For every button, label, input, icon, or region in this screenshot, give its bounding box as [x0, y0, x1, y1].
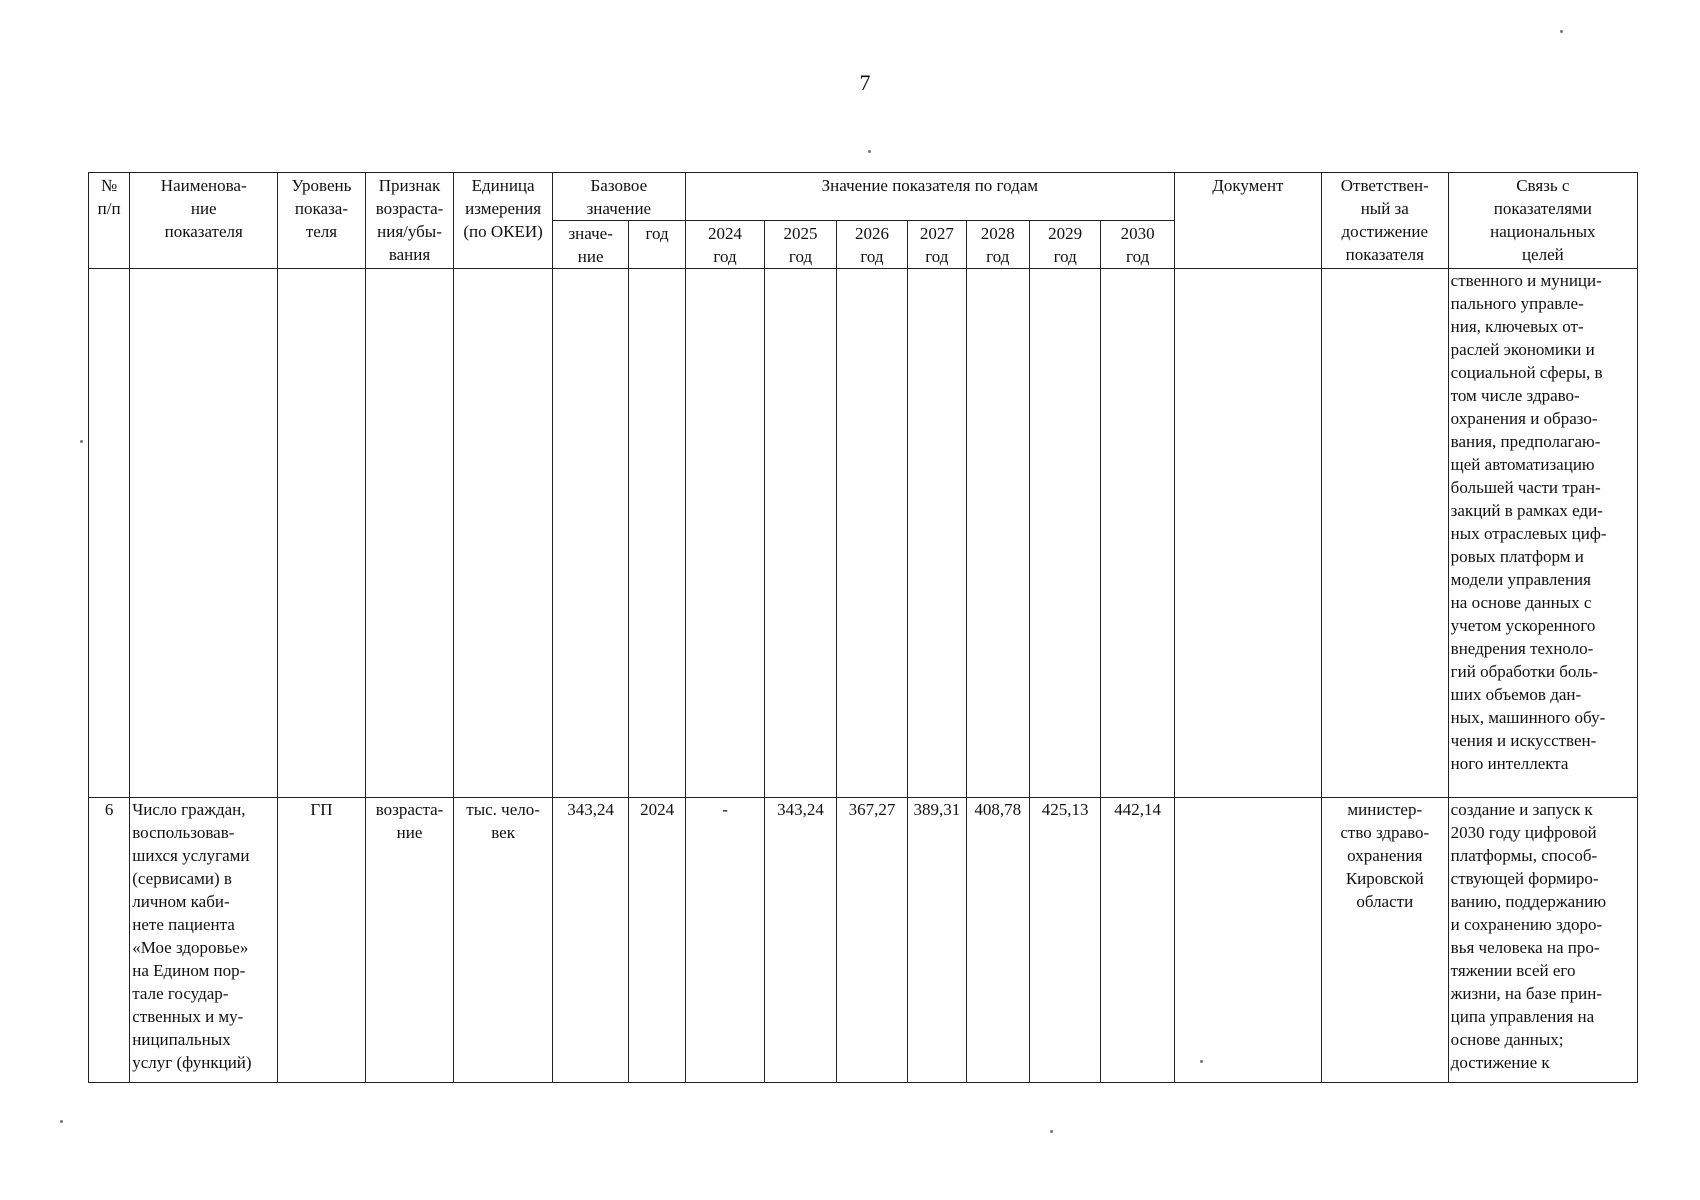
- cell-sign: возраста- ние: [365, 798, 454, 1083]
- header-year-2029: 2029 год: [1029, 221, 1100, 269]
- cell-link: создание и запуск к 2030 году цифровой платформы, способ- ствующей формиро- ванию, поддержанию и сохранению здоро- вья человека на про- тяжении всей его жизни, на базе прин- ципа управления на основе данных; достижение к: [1448, 798, 1637, 1083]
- cell-base-year: 2024: [629, 798, 685, 1083]
- header-base-value: значе- ние: [552, 221, 628, 269]
- cell-empty: [278, 269, 366, 798]
- header-unit: Единица измерения (по ОКЕИ): [454, 173, 553, 269]
- cell-empty: [552, 269, 628, 798]
- table-row-continued: [89, 269, 1638, 798]
- header-year-2027: 2027 год: [908, 221, 966, 269]
- scan-speck: [1200, 1060, 1203, 1063]
- cell-unit: тыс. чело- век: [454, 798, 553, 1083]
- cell-empty: [966, 269, 1029, 798]
- cell-empty: [454, 269, 553, 798]
- cell-empty: [365, 269, 454, 798]
- cell-responsible: министер- ство здраво- охранения Кировской области: [1321, 798, 1448, 1083]
- header-base-year: год: [629, 221, 685, 269]
- header-sign: Признак возраста- ния/убы- вания: [365, 173, 454, 269]
- indicators-table: [88, 172, 1638, 1083]
- cell-empty: [629, 269, 685, 798]
- header-values-by-year: Значение показателя по годам: [685, 173, 1174, 221]
- page-number: 7: [859, 70, 871, 95]
- header-year-2028: 2028 год: [966, 221, 1029, 269]
- cell-value-2026: 367,27: [836, 798, 907, 1083]
- cell-link-continued: ственного и муници- пального управле- ния, ключевых от- раслей экономики и социальной сферы, в том числе здраво- охранения и образо- вания, предполагаю- щей автоматизацию большей части тран- закций в рамках еди- ных отраслевых циф- ровых платформ и модели управления на основе данных с учетом ускоренного внедрения техноло- гий обработки боль- ших объемов дан- ных, машинного обу- чения и искусствен- ного интеллекта: [1448, 269, 1637, 798]
- table-row-6: [89, 798, 1638, 1083]
- cell-num: 6: [89, 798, 130, 1083]
- cell-value-2030: 442,14: [1101, 798, 1175, 1083]
- cell-empty: [1321, 269, 1448, 798]
- cell-value-2028: 408,78: [966, 798, 1029, 1083]
- header-row-1: [89, 173, 1638, 221]
- header-link: Связь с показателями национальных целей: [1448, 173, 1637, 269]
- cell-empty: [89, 269, 130, 798]
- cell-empty: [1101, 269, 1175, 798]
- cell-empty: [908, 269, 966, 798]
- header-year-2024: 2024 год: [685, 221, 765, 269]
- header-document: Документ: [1174, 173, 1321, 269]
- header-year-2030: 2030 год: [1101, 221, 1175, 269]
- cell-empty: [130, 269, 278, 798]
- cell-value-2027: 389,31: [908, 798, 966, 1083]
- cell-empty: [765, 269, 836, 798]
- cell-empty: [1029, 269, 1100, 798]
- cell-level: ГП: [278, 798, 366, 1083]
- cell-document: [1174, 798, 1321, 1083]
- header-year-2026: 2026 год: [836, 221, 907, 269]
- cell-empty: [1174, 269, 1321, 798]
- scan-speck: [868, 150, 871, 153]
- cell-empty: [685, 269, 765, 798]
- cell-value-2025: 343,24: [765, 798, 836, 1083]
- scan-speck: [1050, 1130, 1053, 1133]
- header-base: Базовое значение: [552, 173, 685, 221]
- scan-speck: [60, 1120, 63, 1123]
- scan-speck: [1560, 30, 1563, 33]
- cell-name: Число граждан, воспользовав- шихся услугами (сервисами) в личном каби- нете пациента «Мое здоровье» на Едином пор- тале государ- ственных и му- ниципальных услуг (функций): [130, 798, 278, 1083]
- cell-empty: [836, 269, 907, 798]
- cell-base-value: 343,24: [552, 798, 628, 1083]
- cell-value-2029: 425,13: [1029, 798, 1100, 1083]
- header-responsible: Ответствен- ный за достижение показателя: [1321, 173, 1448, 269]
- header-num: № п/п: [89, 173, 130, 269]
- header-year-2025: 2025 год: [765, 221, 836, 269]
- header-level: Уровень показа- теля: [278, 173, 366, 269]
- cell-value-2024: -: [685, 798, 765, 1083]
- header-name: Наименова- ние показателя: [130, 173, 278, 269]
- scan-speck: [80, 440, 83, 443]
